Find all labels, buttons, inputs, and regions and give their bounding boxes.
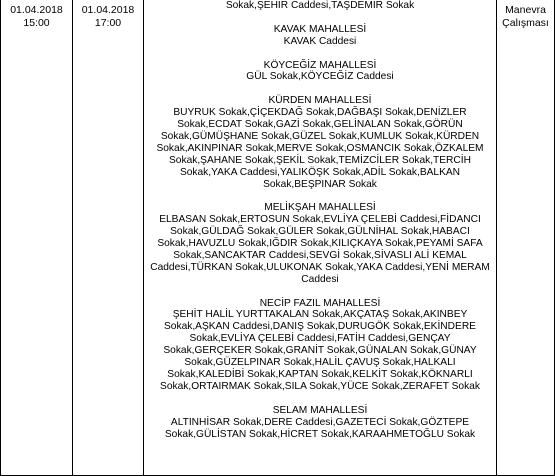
street-line: Sokak,KALEDİBİ Sokak,KAPTAN Sokak,KELKİT Sokak,KÖKNARLI: [167, 369, 473, 381]
street-line: Sokak,ŞAHANE Sokak,ŞEKİL Sokak,TEMİZCİLER Sokak,TERCİH: [169, 154, 471, 166]
start-time: 15:00: [23, 16, 50, 29]
street-line: Sokak,SANCAKTAR Caddesi,SEVGİ Sokak,SİVASLI ALİ KEMAL: [173, 249, 467, 261]
work-type-line: Çalışması: [502, 16, 549, 29]
street-line: Sokak,HAVUZLU Sokak,IĞDIR Sokak,KILIÇKAYA Sokak,PEYAMİ SAFA: [157, 238, 483, 250]
neighborhood-title: SELAM MAHALLESİ: [272, 404, 368, 416]
street-line: Sokak,YAKA Caddesi,YALIKÖŞK Sokak,ADİL Sokak,BALKAN: [179, 166, 461, 178]
neighborhood-title: MELİKŞAH MAHALLESİ: [264, 202, 376, 214]
street-line: Sokak,GÜLDAĞ Sokak,GÜLER Sokak,GÜLNİHAL Sokak,HABACI: [170, 226, 470, 238]
neighborhood-title: NECİP FAZIL MAHALLESİ: [259, 297, 381, 309]
street-line: Sokak,GÜMÜŞHANE Sokak,GÜZEL Sokak,KUMLUK Sokak,KÜRDEN: [160, 130, 480, 142]
neighborhood-title: KAVAK MAHALLESİ: [273, 23, 367, 35]
street-line: Sokak,AKINPINAR Sokak,MERVE Sokak,OSMANCIK Sokak,ÖZKALEM: [156, 142, 484, 154]
street-line: Sokak,ECDAT Sokak,GAZİ Sokak,GELİNALAN Sokak,GÖRÜN: [177, 119, 463, 131]
street-line: Caddesi,TÜRKAN Sokak,ULUKONAK Sokak,YAKA Caddesi,YENİ MERAM: [150, 261, 490, 273]
street-line: Sokak,ORTAIRMAK Sokak,SILA Sokak,YÜCE Sokak,ZERAFET Sokak: [160, 380, 480, 392]
affected-streets-cell: [144, 0, 496, 476]
street-line: Sokak,ŞEHİR Caddesi,TAŞDEMİR Sokak: [225, 0, 415, 11]
neighborhood-title: KÖYCEĞİZ MAHALLESİ: [263, 59, 377, 71]
start-date: 01.04.2018: [10, 4, 63, 16]
end-date: 01.04.2018: [81, 4, 135, 16]
start-datetime-cell: [1, 0, 72, 476]
street-line: Sokak,GERÇEKER Sokak,GRANİT Sokak,GÜNALAN Sokak,GÜNAY: [163, 345, 477, 357]
street-line: Sokak,EVLİYA ÇELEBİ Caddesi,FATİH Caddesi,GENÇAY: [189, 333, 451, 345]
street-line: Sokak,GÜZELPINAR Sokak,HALİL ÇAVUŞ Sokak,HALKALI: [184, 357, 456, 369]
street-line: Caddesi: [301, 273, 339, 285]
end-time: 17:00: [94, 16, 122, 29]
work-type-line: Manevra: [505, 4, 546, 16]
street-line: GÜL Sokak,KÖYCEĞİZ Caddesi: [246, 71, 394, 83]
end-datetime-cell: [73, 0, 143, 476]
street-line: Sokak,AŞKAN Caddesi,DANIŞ Sokak,DURUGÖK Sokak,EKİNDERE: [164, 321, 476, 333]
street-line: ELBASAN Sokak,ERTOSUN Sokak,EVLİYA ÇELEBİ Caddesi,FİDANCI: [159, 214, 481, 226]
street-line: ŞEHİT HALİL YURTTAKALAN Sokak,AKÇATAŞ Sokak,AKINBEY: [172, 309, 468, 321]
work-type-cell: [497, 0, 554, 476]
street-line: ALTINHİSAR Sokak,DERE Caddesi,GAZETECİ Sokak,GÖZTEPE: [170, 416, 470, 428]
street-line: KAVAK Caddesi: [283, 35, 357, 47]
neighborhood-title: KÜRDEN MAHALLESİ: [268, 95, 372, 107]
street-line: BUYRUK Sokak,ÇİÇEKDAĞ Sokak,DAĞBAŞI Sokak,DENİZLER: [173, 107, 467, 119]
street-line: Sokak,GÜLİSTAN Sokak,HİCRET Sokak,KARAAHMETOĞLU Sokak: [164, 428, 476, 440]
street-line: Sokak,BEŞPINAR Sokak: [263, 178, 377, 190]
